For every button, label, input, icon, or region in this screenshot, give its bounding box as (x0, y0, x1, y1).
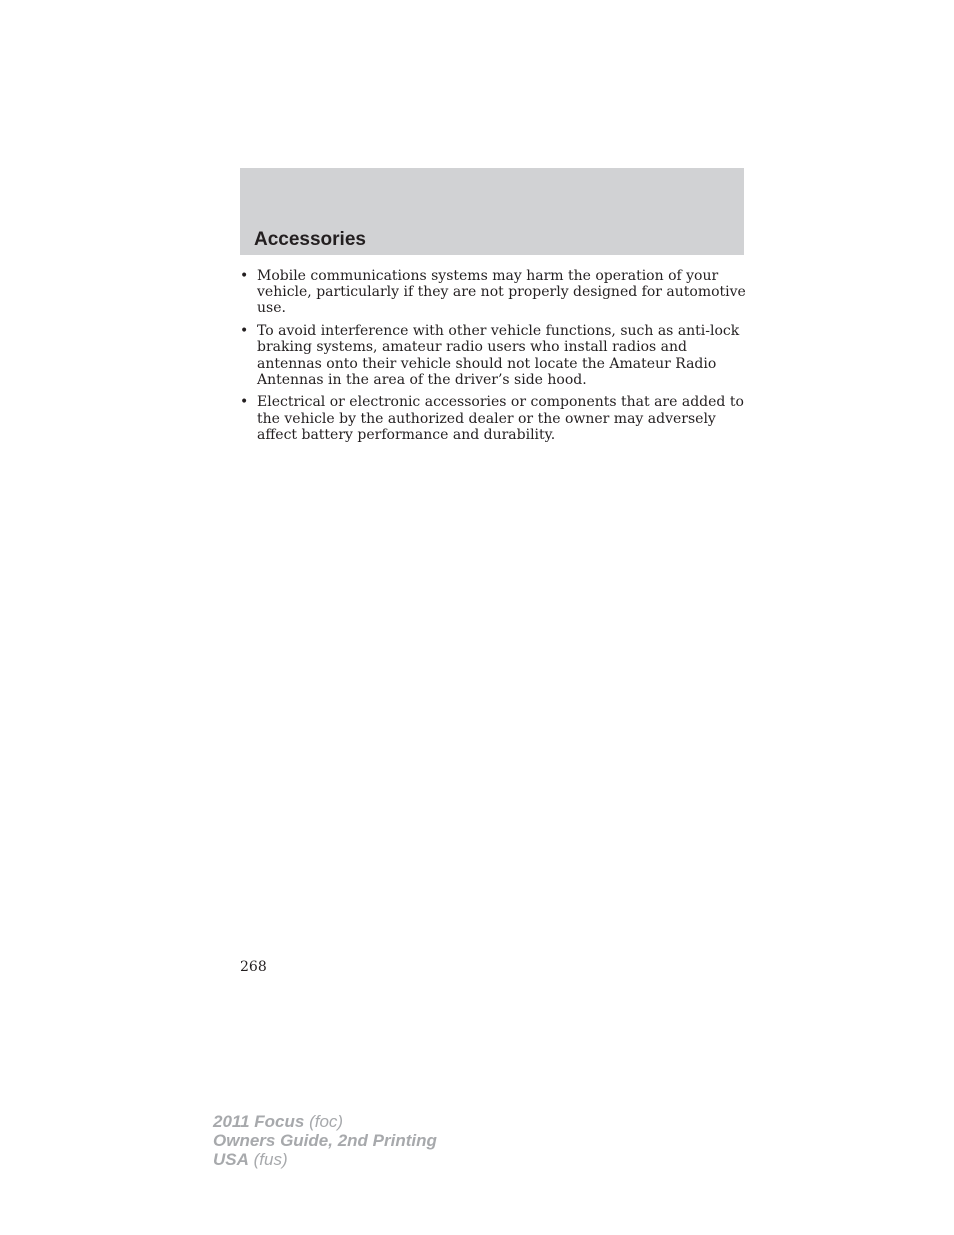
list-item (240, 323, 746, 388)
bullet-marker: • (240, 268, 249, 284)
footer-line-market (213, 1150, 437, 1169)
section-header-band (240, 168, 744, 255)
list-item-text: Electrical or electronic accessories or components that are added to the vehicle by the authorized dealer or the owner may adversely affect battery performance and durability. (257, 394, 744, 443)
page-number: 268 (240, 959, 267, 975)
footer-model-code: (foc) (309, 1112, 344, 1131)
footer-market-name: USA (213, 1150, 249, 1169)
list-item (240, 394, 746, 443)
list-item (240, 268, 746, 317)
footer-line-guide (213, 1131, 437, 1150)
list-item-text: To avoid interference with other vehicle functions, such as anti-lock braking systems, amateur radio users who install radios and antennas onto their vehicle should not locate the Amateur Radio Antennas in the area of the driver’s side hood. (257, 323, 740, 388)
footer-market-code: (fus) (253, 1150, 288, 1169)
bullet-list (240, 268, 746, 450)
bullet-marker: • (240, 323, 249, 340)
section-title: Accessories (254, 229, 366, 250)
footer-model-name: 2011 Focus (213, 1112, 305, 1131)
list-item-text: Mobile communications systems may harm the operation of your vehicle, particularly if they are not properly designed for automotive use. (257, 268, 746, 317)
bullet-marker: • (240, 394, 249, 411)
footer-line-model (213, 1112, 437, 1131)
document-footer (213, 1112, 437, 1169)
footer-guide-edition: Owners Guide, 2nd Printing (213, 1131, 437, 1150)
